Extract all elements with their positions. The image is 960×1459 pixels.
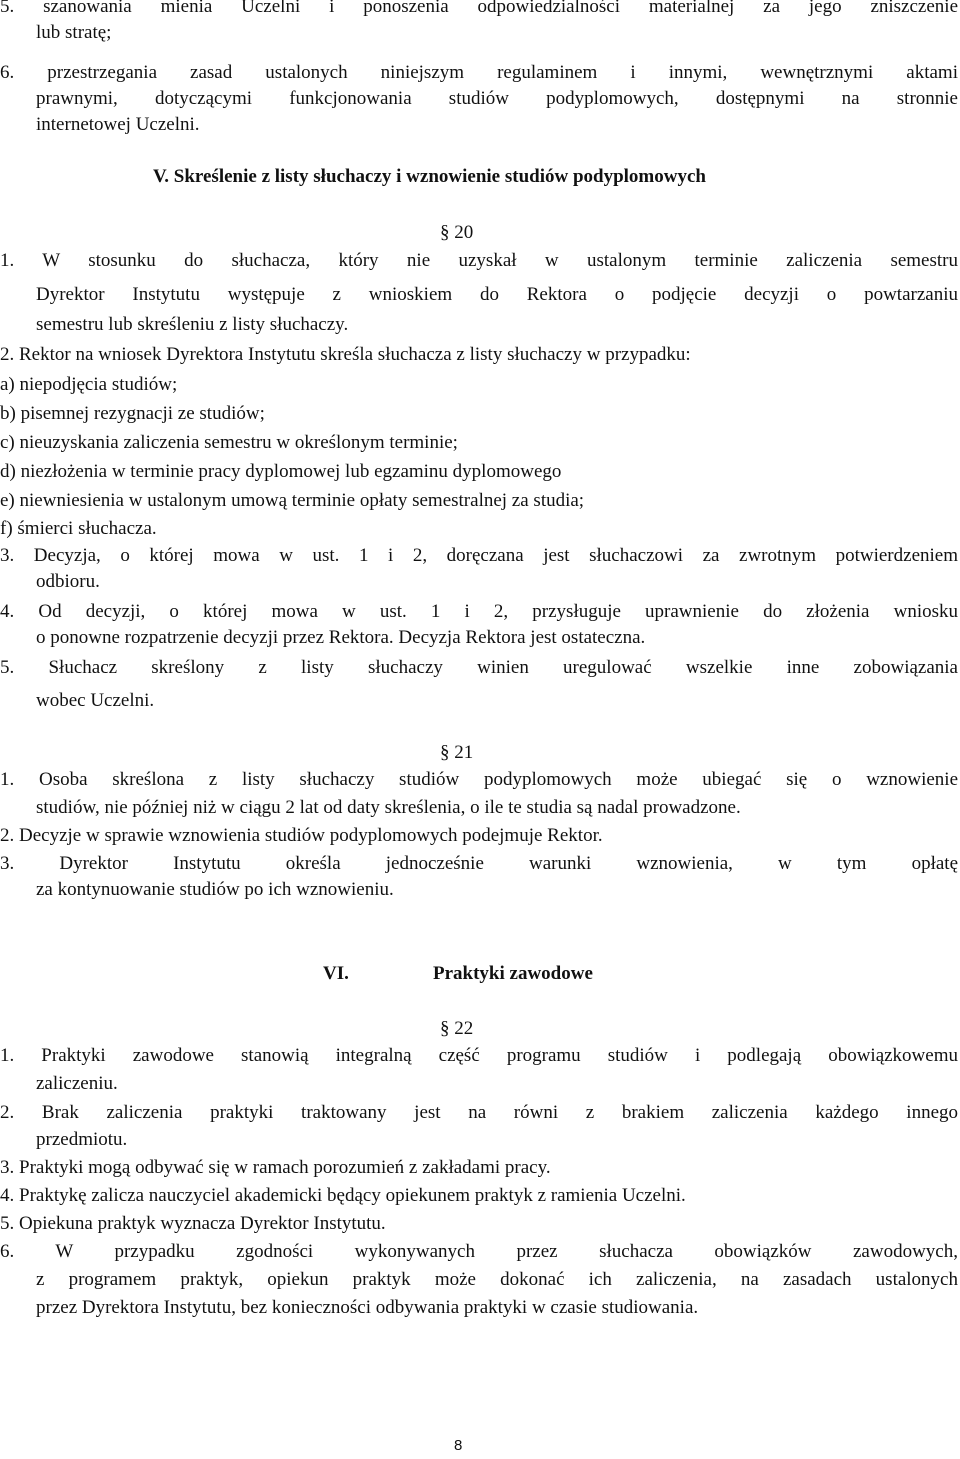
par21-point-3-line-2: za kontynuowanie studiów po ich wznowieniu. — [36, 879, 394, 900]
paragraph-22-mark: § 22 — [440, 1018, 474, 1039]
section-v-heading: V. Skreślenie z listy słuchaczy i wznowienie studiów podyplomowych — [153, 166, 706, 187]
par20-item-c: c) nieuzyskania zaliczenia semestru w określonym terminie; — [0, 432, 458, 453]
par22-point-3: 3. Praktyki mogą odbywać się w ramach porozumień z zakładami pracy. — [0, 1157, 551, 1178]
par20-item-f: f) śmierci słuchacza. — [0, 518, 157, 539]
par20-point-5-line-1: 5. Słuchacz skreślony z listy słuchaczy winien uregulować wszelkie inne zobowiązania — [0, 657, 958, 678]
par20-point-1-line-3: semestru lub skreśleniu z listy słuchaczy. — [36, 314, 349, 335]
par20-point-4-line-1: 4. Od decyzji, o której mowa w ust. 1 i 2, przysługuje uprawnienie do złożenia wniosku — [0, 601, 958, 622]
par22-point-6-line-1: 6. W przypadku zgodności wykonywanych przez słuchacza obowiązków zawodowych, — [0, 1241, 958, 1262]
par20-point-5-line-2: wobec Uczelni. — [36, 690, 155, 711]
par20-point-1-line-1: 1. W stosunku do słuchacza, który nie uzyskał w ustalonym terminie zaliczenia semestru — [0, 250, 958, 271]
par20-point-3-line-1: 3. Decyzja, o której mowa w ust. 1 i 2, doręczana jest słuchaczowi za zwrotnym potwierdzeniem — [0, 545, 958, 566]
list-item-5-line-1: 5. szanowania mienia Uczelni i ponoszenia odpowiedzialności materialnej za jego zniszczenie — [0, 0, 958, 17]
par21-point-1-line-1: 1. Osoba skreślona z listy słuchaczy studiów podyplomowych może ubiegać się o wznowienie — [0, 769, 958, 790]
page-number: 8 — [454, 1437, 463, 1454]
list-item-5-line-2: lub stratę; — [36, 22, 112, 43]
par20-point-3-line-2: odbioru. — [36, 571, 100, 592]
list-item-6-line-3: internetowej Uczelni. — [36, 114, 200, 135]
par22-point-6-line-2: z programem praktyk, opiekun praktyk może dokonać ich zaliczenia, na zasadach ustalonych — [36, 1269, 958, 1290]
par20-item-a: a) niepodjęcia studiów; — [0, 374, 178, 395]
list-item-6-line-2: prawnymi, dotyczącymi funkcjonowania studiów podyplomowych, dostępnymi na stronnie — [36, 88, 958, 109]
paragraph-21-mark: § 21 — [440, 742, 474, 763]
par20-point-1-line-2: Dyrektor Instytutu występuje z wnioskiem do Rektora o podjęcie decyzji o powtarzaniu — [36, 284, 958, 305]
par21-point-2: 2. Decyzje w sprawie wznowienia studiów podyplomowych podejmuje Rektor. — [0, 825, 603, 846]
par21-point-3-line-1: 3. Dyrektor Instytutu określa jednocześnie warunki wznowienia, w tym opłatę — [0, 853, 958, 874]
section-vi-title: Praktyki zawodowe — [433, 963, 593, 984]
par20-item-e: e) niewniesienia w ustalonym umową terminie opłaty semestralnej za studia; — [0, 490, 585, 511]
par22-point-2-line-1: 2. Brak zaliczenia praktyki traktowany jest na równi z brakiem zaliczenia każdego innego — [0, 1102, 958, 1123]
par22-point-1-line-2: zaliczeniu. — [36, 1073, 118, 1094]
paragraph-20-mark: § 20 — [440, 222, 474, 243]
par22-point-4: 4. Praktykę zalicza nauczyciel akademicki będący opiekunem praktyk z ramienia Uczelni. — [0, 1185, 686, 1206]
par22-point-5: 5. Opiekuna praktyk wyznacza Dyrektor Instytutu. — [0, 1213, 386, 1234]
par22-point-2-line-2: przedmiotu. — [36, 1129, 128, 1150]
section-vi-number: VI. — [323, 963, 349, 984]
list-item-6-line-1: 6. przestrzegania zasad ustalonych niniejszym regulaminem i innymi, wewnętrznymi aktami — [0, 62, 958, 83]
par22-point-6-line-3: przez Dyrektora Instytutu, bez konieczności odbywania praktyki w czasie studiowania. — [36, 1297, 699, 1318]
par21-point-1-line-2: studiów, nie później niż w ciągu 2 lat od daty skreślenia, o ile te studia są nadal prowadzone. — [36, 797, 741, 818]
par20-item-d: d) niezłożenia w terminie pracy dyplomowej lub egzaminu dyplomowego — [0, 461, 562, 482]
par20-item-b: b) pisemnej rezygnacji ze studiów; — [0, 403, 265, 424]
par22-point-1-line-1: 1. Praktyki zawodowe stanowią integralną część programu studiów i podlegają obowiązkowemu — [0, 1045, 958, 1066]
par20-point-4-line-2: o ponowne rozpatrzenie decyzji przez Rektora. Decyzja Rektora jest ostateczna. — [36, 627, 646, 648]
par20-point-2: 2. Rektor na wniosek Dyrektora Instytutu skreśla słuchacza z listy słuchaczy w przypadku: — [0, 344, 691, 365]
